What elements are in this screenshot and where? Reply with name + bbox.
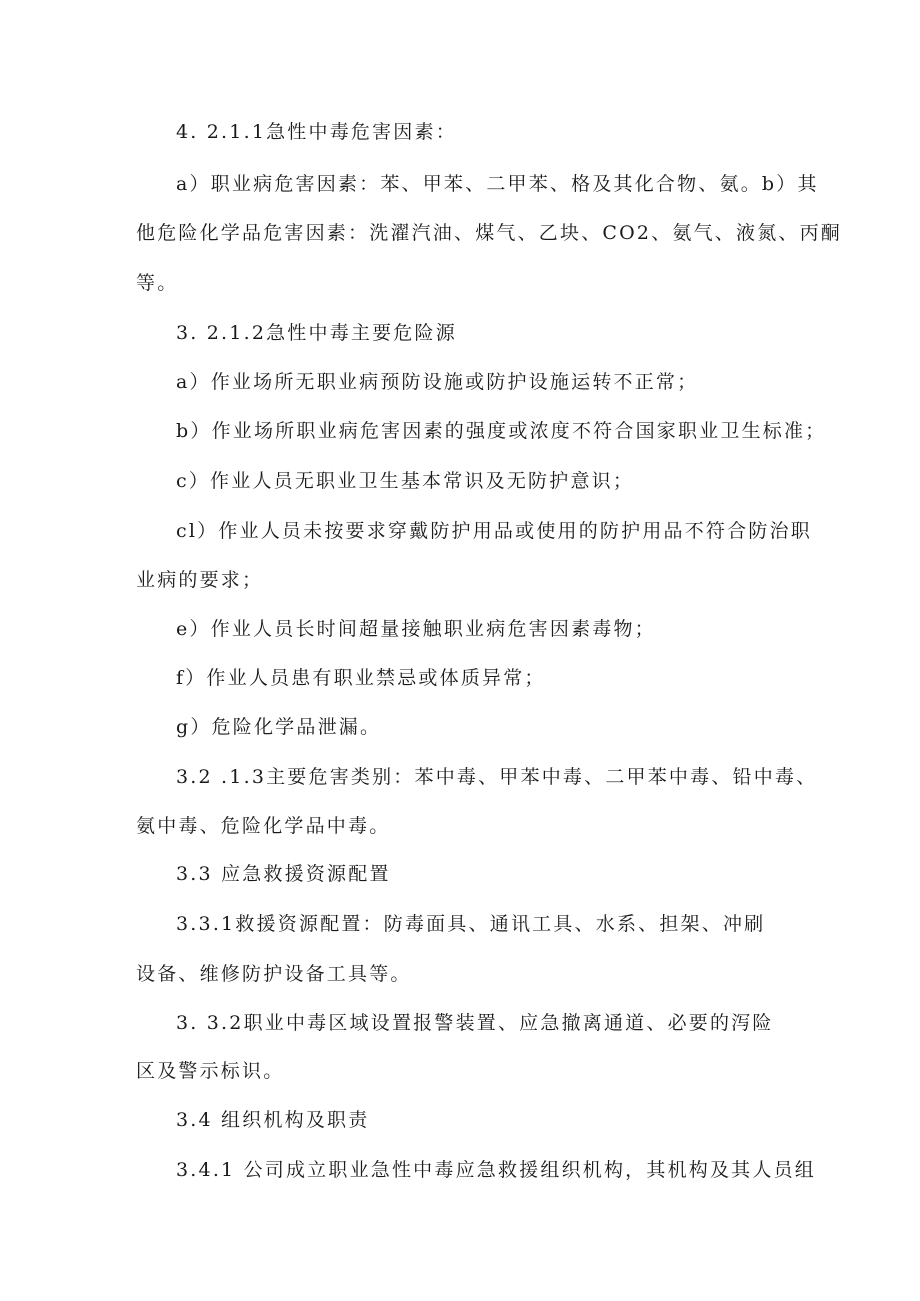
hazard-factors-line-2: 他危险化学品危害因素：洗濯汽油、煤气、乙块、CO2、氨气、液氮、丙酮 — [136, 222, 843, 244]
clause-3-3-1-line-1: 3.3.1救援资源配置：防毒面具、通讯工具、水系、担架、冲刷 — [176, 913, 766, 935]
clause-3-4-1-line-1: 3.4.1 公司成立职业急性中毒应急救援组织机构，其机构及其人员组 — [176, 1159, 816, 1181]
hazard-source-e: e）作业人员长时间超量接触职业病危害因素毒物； — [176, 618, 656, 640]
clause-4-2-1-1-heading: 4. 2.1.1急性中毒危害因素： — [176, 121, 457, 143]
hazard-factors-line-3: 等。 — [136, 272, 179, 294]
clause-3-2-1-3-line-1: 3.2 .1.3主要危害类别：苯中毒、甲苯中毒、二甲苯中毒、铅中毒、 — [176, 766, 818, 788]
hazard-factors-line-1: a）职业病危害因素：苯、甲苯、二甲苯、格及其化合物、氨。b）其 — [176, 173, 819, 195]
clause-3-3-heading: 3.3 应急救援资源配置 — [176, 863, 391, 885]
hazard-source-d-line-1: cl）作业人员未按要求穿戴防护用品或使用的防护用品不符合防治职 — [176, 520, 812, 542]
clause-3-2-1-3-line-2: 氨中毒、危险化学品中毒。 — [136, 815, 391, 837]
clause-3-3-1-line-2: 设备、维修防护设备工具等。 — [136, 963, 412, 985]
hazard-source-b: b）作业场所职业病危害因素的强度或浓度不符合国家职业卫生标准； — [176, 420, 827, 442]
clause-3-3-2-line-1: 3. 3.2职业中毒区域设置报警装置、应急撤离通道、必要的泻险 — [176, 1012, 774, 1034]
hazard-source-d-line-2: 业病的要求； — [136, 569, 264, 591]
hazard-source-g: g）危险化学品泄漏。 — [176, 716, 382, 738]
clause-3-3-2-line-2: 区及警示标识。 — [136, 1060, 285, 1082]
hazard-source-a: a）作业场所无职业病预防设施或防护设施运转不正常； — [176, 371, 699, 393]
clause-3-4-heading: 3.4 组织机构及职责 — [176, 1109, 370, 1131]
clause-3-2-1-2-heading: 3. 2.1.2急性中毒主要危险源 — [176, 322, 457, 344]
hazard-source-c: c）作业人员无职业卫生基本常识及无防护意识； — [176, 470, 635, 492]
hazard-source-f: f）作业人员患有职业禁忌或体质异常； — [176, 667, 546, 689]
